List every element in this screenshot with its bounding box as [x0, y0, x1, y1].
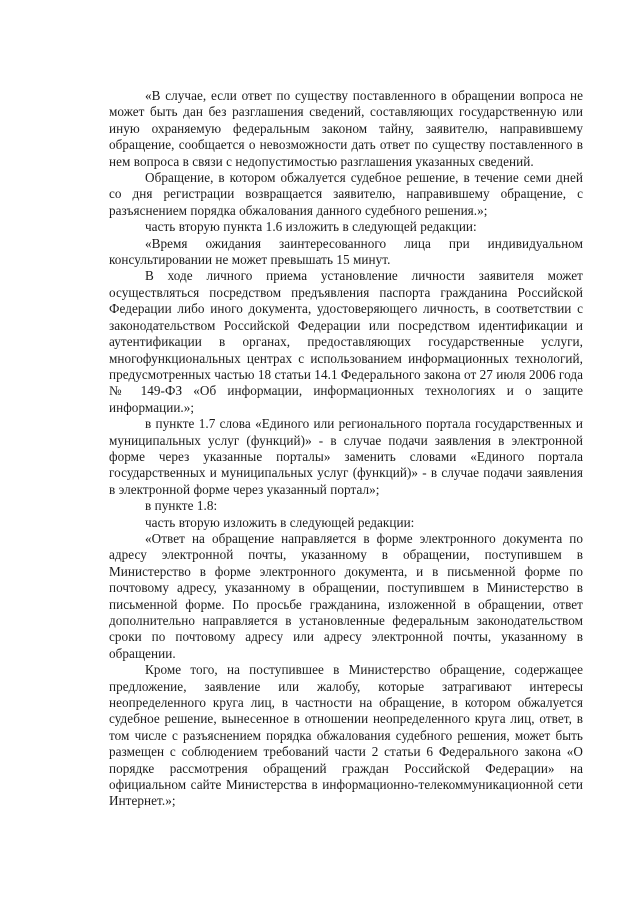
paragraph-10: Кроме того, на поступившее в Министерство обращение, содержащее предложение, заявление или жалобу, которые затрагивают интересы неопределенного круга лиц, в частности на обращение, в котором обжалуется судебное решение, вынесенное в отношении неопределенного круга лиц, ответ, в том числе с разъяснением порядка обжалования судебного решения, может быть размещен с соблюдением требований части 2 статьи 6 Федерального закона «О порядке рассмотрения обращений граждан Российской Федерации» на официальном сайте Министерства в информационно-телекоммуникационной сети Интернет.»;: [109, 662, 583, 809]
paragraph-6: в пункте 1.7 слова «Единого или регионального портала государственных и муниципальных услуг (функций)» - в случае подачи заявления в электронной форме через указанные порталы» заменить словами «Единого портала государственных и муниципальных услуг (функций)» - в случае подачи заявления в электронной форме через указанный портал»;: [109, 416, 583, 497]
paragraph-8: часть вторую изложить в следующей редакции:: [145, 514, 415, 530]
paragraph-4: «Время ожидания заинтересованного лица при индивидуальном консультировании не может превышать 15 минут.: [109, 235, 583, 268]
paragraph-7: в пункте 1.8:: [145, 498, 218, 514]
document-body: [109, 88, 583, 810]
paragraph-1: «В случае, если ответ по существу поставленного в обращении вопроса не может быть дан без разглашения сведений, составляющих государственную или иную охраняемую федеральным законом тайну, заявителю, направившему обращение, сообщается о невозможности дать ответ по существу поставленного в нем вопроса в связи с недопустимостью разглашения указанных сведений.: [109, 88, 583, 169]
paragraph-2: Обращение, в котором обжалуется судебное решение, в течение семи дней со дня регистрации возвращается заявителю, направившему обращение, с разъяснением порядка обжалования данного судебного решения.»;: [109, 170, 583, 218]
paragraph-9: «Ответ на обращение направляется в форме электронного документа по адресу электронной почты, указанному в обращении, поступившем в Министерство в форме электронного документа, и в письменной форме по почтовому адресу, указанному в обращении, поступившем в Министерство в письменной форме. По просьбе гражданина, изложенной в обращении, ответ дополнительно направляется в установленные федеральным законодательством сроки по почтовому адресу или адресу электронной почты, указанному в обращении.: [109, 530, 583, 661]
paragraph-5: В ходе личного приема установление личности заявителя может осуществляться посредством предъявления паспорта гражданина Российской Федерации либо иного документа, удостоверяющего личность, в соответствии с законодательством Российской Федерации или посредством идентификации и аутентификации в органах, предоставляющих государственные услуги, многофункциональных центрах с использованием информационных технологий, предусмотренных частью 18 статьи 14.1 Федерального закона от 27 июля 2006 года № 149-ФЗ «Об информации, информационных технологиях и о защите информации.»;: [109, 268, 583, 415]
paragraph-3: часть вторую пункта 1.6 изложить в следующей редакции:: [145, 219, 477, 235]
